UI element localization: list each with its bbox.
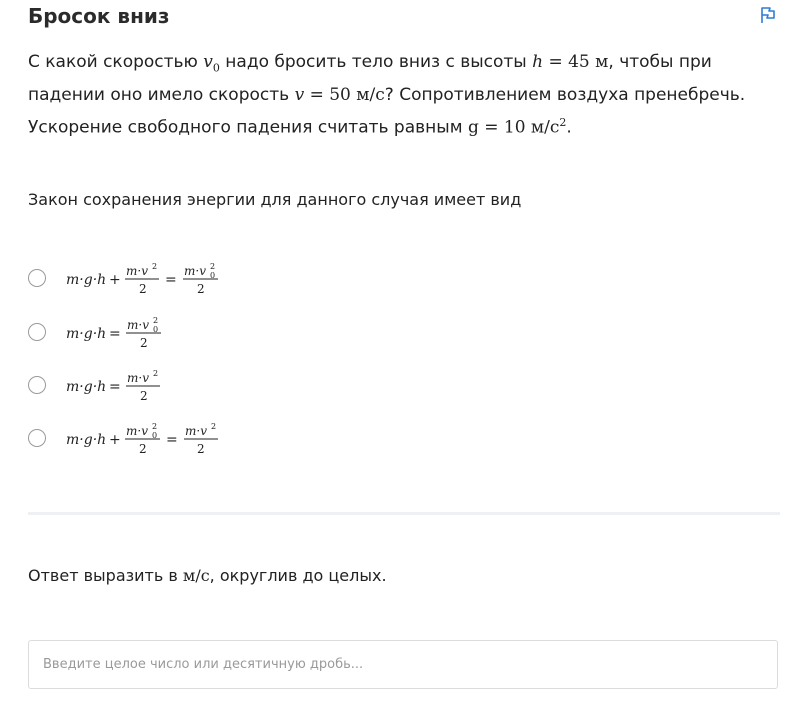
law-text: Закон сохранения энергии для данного случая имеет вид bbox=[28, 190, 522, 209]
svg-text:2: 2 bbox=[139, 282, 147, 296]
svg-text:2: 2 bbox=[152, 262, 158, 271]
svg-text:m·v: m·v bbox=[127, 371, 149, 385]
svg-text:=: = bbox=[109, 326, 121, 342]
formula-4 bbox=[66, 418, 236, 462]
option-2[interactable] bbox=[28, 318, 328, 348]
page-title: Бросок вниз bbox=[28, 4, 170, 28]
svg-text:m·g·h: m·g·h bbox=[66, 432, 107, 448]
svg-text:0: 0 bbox=[153, 325, 159, 334]
answer-input[interactable] bbox=[28, 640, 778, 689]
option-3[interactable] bbox=[28, 371, 328, 401]
svg-text:+: + bbox=[109, 432, 121, 448]
svg-text:=: = bbox=[165, 272, 177, 288]
svg-text:0: 0 bbox=[210, 271, 216, 280]
svg-text:m·g·h: m·g·h bbox=[66, 272, 107, 288]
svg-text:m·v: m·v bbox=[126, 264, 148, 278]
formula-2 bbox=[66, 312, 236, 356]
radio-button[interactable] bbox=[28, 323, 46, 341]
section-divider bbox=[28, 512, 780, 515]
svg-text:m·v: m·v bbox=[126, 424, 148, 438]
formula-1 bbox=[66, 258, 236, 302]
svg-text:2: 2 bbox=[139, 442, 147, 456]
svg-text:0: 0 bbox=[152, 431, 158, 440]
radio-button[interactable] bbox=[28, 376, 46, 394]
svg-text:2: 2 bbox=[153, 369, 159, 378]
svg-text:m·g·h: m·g·h bbox=[66, 326, 107, 342]
option-4[interactable] bbox=[28, 424, 328, 454]
svg-text:m·v: m·v bbox=[185, 424, 207, 438]
svg-text:2: 2 bbox=[197, 442, 205, 456]
svg-text:m·g·h: m·g·h bbox=[66, 379, 107, 395]
svg-text:+: + bbox=[109, 272, 121, 288]
answer-instruction: Ответ выразить в м/с, округлив до целых. bbox=[28, 566, 387, 585]
svg-text:2: 2 bbox=[152, 422, 158, 431]
svg-text:2: 2 bbox=[153, 316, 159, 325]
svg-text:2: 2 bbox=[197, 282, 205, 296]
option-1[interactable] bbox=[28, 264, 328, 294]
svg-text:=: = bbox=[109, 379, 121, 395]
svg-text:m·v: m·v bbox=[184, 264, 206, 278]
svg-text:2: 2 bbox=[211, 422, 217, 431]
problem-statement: С какой скоростью $v_0$ надо бросить тело вниз с высоты h = 45 м, чтобы при падении оно имело скорость v = 50 м/с? Сопротивлением воздуха пренебречь. Ускорение свободного падения считать равным g = 10 $м/с^2$. bbox=[28, 52, 746, 139]
formula-3 bbox=[66, 365, 236, 409]
svg-text:=: = bbox=[166, 432, 178, 448]
radio-button[interactable] bbox=[28, 429, 46, 447]
svg-text:m·v: m·v bbox=[127, 318, 149, 332]
radio-button[interactable] bbox=[28, 269, 46, 287]
svg-text:2: 2 bbox=[210, 262, 216, 271]
flag-icon[interactable] bbox=[759, 6, 777, 24]
svg-text:2: 2 bbox=[140, 389, 148, 403]
svg-text:2: 2 bbox=[140, 336, 148, 350]
